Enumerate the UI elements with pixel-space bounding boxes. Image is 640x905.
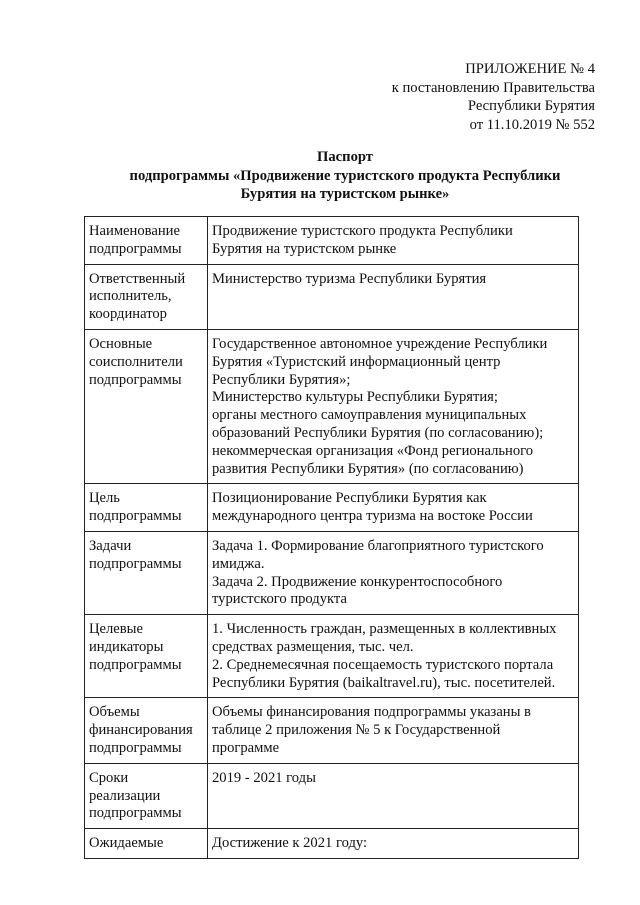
row-value-text: Достижение к 2021 году: (212, 835, 368, 852)
table-row (85, 531, 579, 614)
row-label-cell (85, 829, 208, 859)
row-value-text: развития Республики Бурятия» (по согласованию) (212, 460, 524, 477)
title-line-3: Бурятия на туристском рынке» (240, 186, 450, 202)
row-value-text: Продвижение туристского продукта Республики (212, 223, 513, 239)
table-row (85, 217, 579, 265)
row-value-text: Министерство туризма Республики Бурятия (212, 270, 487, 287)
row-label-text: подпрограммы (89, 805, 182, 822)
row-value-text: органы местного самоуправления муниципальных (212, 407, 527, 424)
row-value-text: некоммерческая организация «Фонд регионального (212, 442, 534, 459)
row-label-text: Основные (89, 335, 153, 352)
row-value-text: Объемы финансирования подпрограммы указаны в (212, 704, 531, 721)
row-value-text: Республики Бурятия (baikaltravel.ru), тыс. посетителей. (212, 674, 556, 691)
table-row (85, 264, 579, 329)
row-value-text: Государственное автономное учреждение Республики (212, 335, 548, 352)
appendix-line-2: к постановлению Правительства (391, 79, 595, 96)
row-label-text: Наименование (89, 223, 180, 239)
row-value-cell (208, 264, 579, 329)
table-row (85, 763, 579, 828)
row-value-cell (208, 531, 579, 614)
row-label-text: финансирования (89, 722, 193, 739)
row-label-text: подпрограммы (89, 739, 182, 756)
title-line-2: подпрограммы «Продвижение туристского продукта Республики (129, 167, 561, 184)
row-value-cell (208, 763, 579, 828)
row-label-text: реализации (89, 787, 161, 804)
row-label-text: Объемы (89, 704, 140, 721)
row-label-text: Задачи (89, 537, 132, 554)
row-value-cell (208, 698, 579, 763)
row-label-text: Сроки (89, 769, 129, 786)
row-label-text: Целевые (89, 621, 143, 638)
row-label-text: Ожидаемые (89, 835, 164, 852)
row-label-cell (85, 264, 208, 329)
row-label-text: подпрограммы (89, 555, 182, 572)
row-value-text: Республики Бурятия»; (212, 371, 351, 388)
table-row (85, 484, 579, 532)
row-label-text: подпрограммы (89, 508, 182, 525)
row-label-text: соисполнители (89, 353, 183, 370)
row-value-cell (208, 829, 579, 859)
document-title (90, 148, 600, 204)
row-value-cell (208, 217, 579, 265)
row-label-cell (85, 531, 208, 614)
row-value-text: имиджа. (212, 555, 265, 572)
appendix-header (392, 60, 595, 134)
row-value-text: 1. Численность граждан, размещенных в коллективных (212, 621, 557, 638)
row-value-text: Позиционирование Республики Бурятия как (212, 490, 487, 507)
row-label-text: подпрограммы (89, 240, 182, 257)
row-value-text: образований Республики Бурятия (по согласованию); (212, 424, 544, 441)
row-value-text: Бурятия «Туристский информационный центр (212, 353, 501, 370)
row-label-text: подпрограммы (89, 656, 182, 673)
row-label-text: координатор (89, 306, 167, 323)
row-value-text: Задача 1. Формирование благоприятного туристского (212, 537, 544, 554)
row-value-cell (208, 329, 579, 483)
row-value-text: 2019 - 2021 годы (212, 769, 316, 786)
row-label-text: Цель (89, 490, 120, 507)
title-line-1: Паспорт (317, 149, 373, 165)
row-value-text: Задача 2. Продвижение конкурентоспособного (212, 573, 503, 590)
row-label-cell (85, 698, 208, 763)
row-value-text: средствах размещения, тыс. чел. (212, 638, 414, 655)
row-label-cell (85, 615, 208, 698)
table-row (85, 829, 579, 859)
row-value-cell (208, 615, 579, 698)
row-label-text: подпрограммы (89, 371, 182, 388)
row-label-cell (85, 484, 208, 532)
row-value-text: Министерство культуры Республики Бурятия; (212, 389, 498, 406)
row-label-text: исполнитель, (89, 288, 172, 305)
row-value-text: туристского продукта (212, 591, 347, 608)
table-row (85, 615, 579, 698)
appendix-number: ПРИЛОЖЕНИЕ № 4 (465, 61, 595, 77)
table-row (85, 329, 579, 483)
row-value-text: 2. Среднемесячная посещаемость туристского портала (212, 656, 554, 673)
row-label-cell (85, 217, 208, 265)
row-label-cell (85, 329, 208, 483)
row-value-text: Бурятия на туристском рынке (212, 240, 397, 257)
row-label-cell (85, 763, 208, 828)
row-value-cell (208, 484, 579, 532)
row-label-text: индикаторы (89, 638, 164, 655)
appendix-line-3: Республики Бурятия (467, 98, 595, 114)
table-row (85, 698, 579, 763)
row-value-text: международного центра туризма на востоке России (212, 508, 533, 525)
row-label-text: Ответственный (89, 270, 186, 287)
appendix-date: от 11.10.2019 № 552 (469, 116, 595, 133)
passport-table (84, 216, 579, 859)
row-value-text: таблице 2 приложения № 5 к Государственной (212, 722, 501, 739)
row-value-text: программе (212, 739, 280, 756)
